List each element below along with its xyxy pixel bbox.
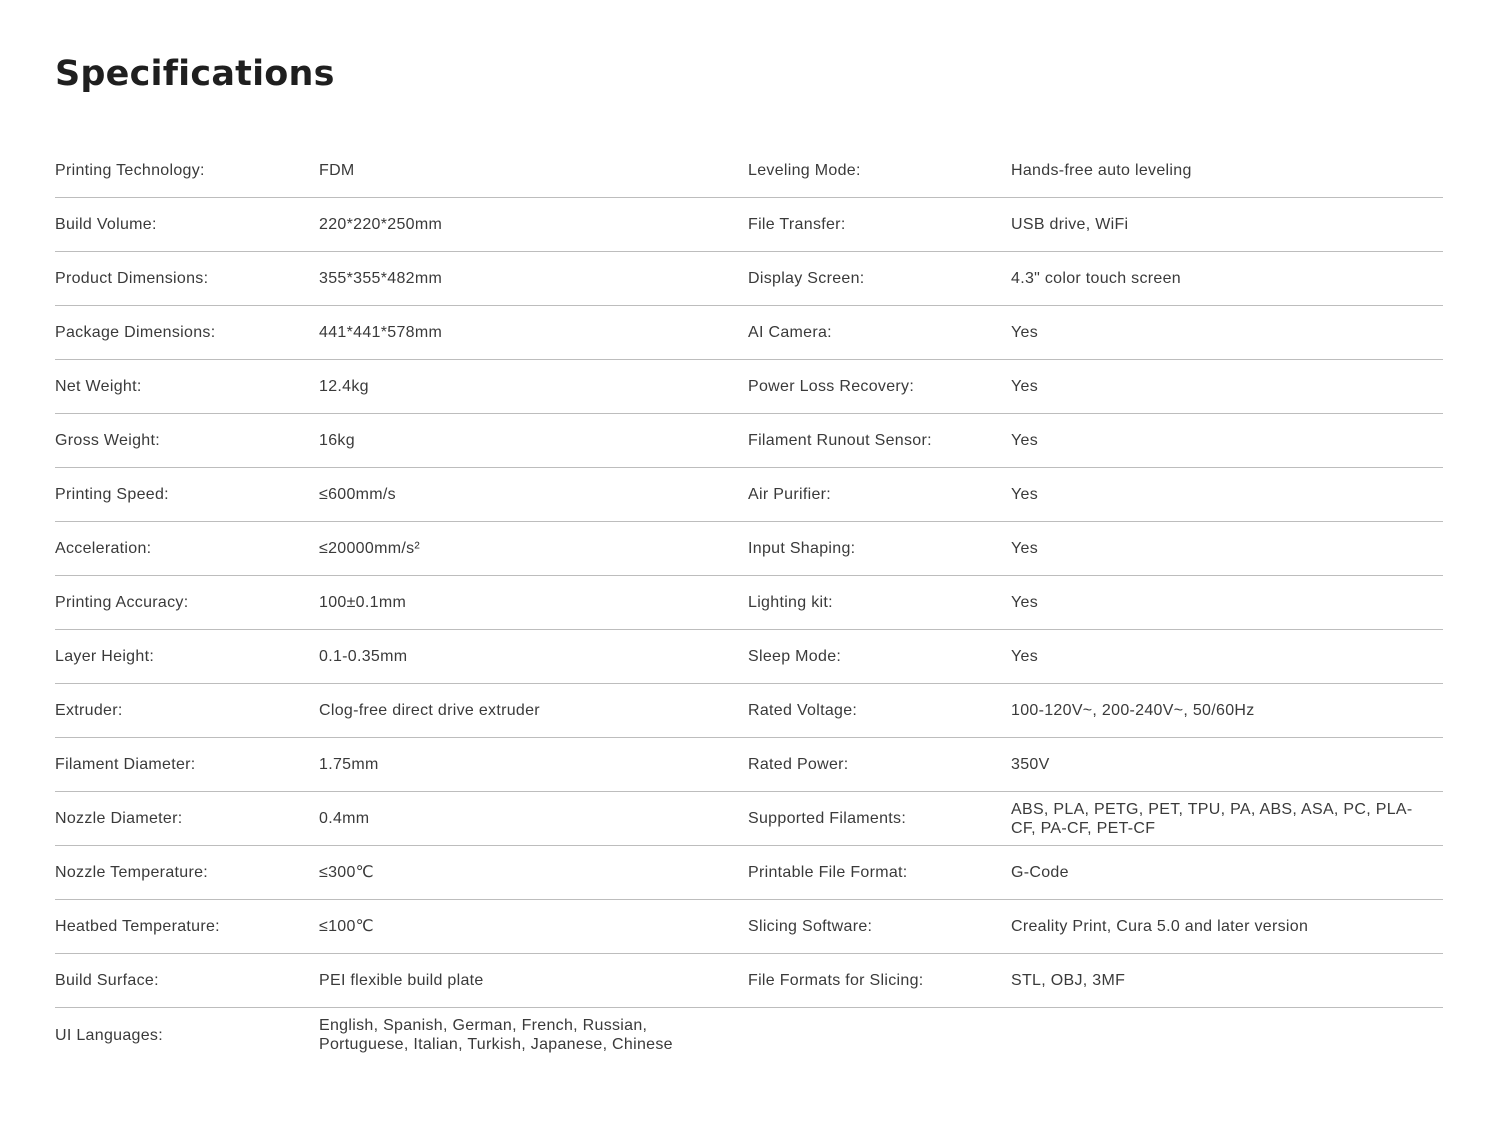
spec-row bbox=[55, 360, 1443, 414]
spec-label: Printing Technology: bbox=[55, 162, 205, 179]
spec-value: Yes bbox=[1011, 648, 1039, 665]
spec-value: 12.4kg bbox=[319, 378, 369, 395]
spec-value: ≤600mm/s bbox=[319, 486, 396, 503]
spec-row bbox=[55, 630, 1443, 684]
spec-label: Sleep Mode: bbox=[748, 648, 842, 665]
spec-value: G-Code bbox=[1011, 864, 1069, 881]
spec-value: 441*441*578mm bbox=[319, 324, 443, 341]
spec-label: Lighting kit: bbox=[748, 594, 833, 611]
spec-row bbox=[55, 198, 1443, 252]
spec-value: ≤300℃ bbox=[319, 864, 374, 881]
spec-label: Nozzle Temperature: bbox=[55, 864, 209, 881]
spec-value: Yes bbox=[1011, 324, 1039, 341]
spec-row bbox=[55, 846, 1443, 900]
spec-label: Acceleration: bbox=[55, 540, 152, 557]
spec-value: Creality Print, Cura 5.0 and later version bbox=[1011, 918, 1309, 935]
spec-label: Filament Diameter: bbox=[55, 756, 196, 773]
spec-value: 355*355*482mm bbox=[319, 270, 443, 287]
spec-value: PEI flexible build plate bbox=[319, 972, 484, 989]
spec-value: Yes bbox=[1011, 486, 1039, 503]
spec-label: Air Purifier: bbox=[748, 486, 832, 503]
spec-label: Build Surface: bbox=[55, 972, 159, 989]
spec-row bbox=[55, 468, 1443, 522]
spec-value: Yes bbox=[1011, 540, 1039, 557]
spec-label: Gross Weight: bbox=[55, 432, 160, 449]
spec-value: ≤20000mm/s² bbox=[319, 540, 421, 557]
spec-value: 1.75mm bbox=[319, 756, 379, 773]
spec-label: Printing Accuracy: bbox=[55, 594, 189, 611]
spec-label: Power Loss Recovery: bbox=[748, 378, 915, 395]
spec-row bbox=[55, 900, 1443, 954]
spec-value: 350V bbox=[1011, 756, 1050, 773]
spec-row bbox=[55, 738, 1443, 792]
spec-label: AI Camera: bbox=[748, 324, 832, 341]
spec-label: Display Screen: bbox=[748, 270, 865, 287]
spec-value: 220*220*250mm bbox=[319, 216, 443, 233]
spec-value: USB drive, WiFi bbox=[1011, 216, 1129, 233]
spec-label: Extruder: bbox=[55, 702, 123, 719]
spec-value: FDM bbox=[319, 162, 355, 179]
spec-value: English, Spanish, German, French, Russian, Portuguese, Italian, Turkish, Japanese, Chinese bbox=[319, 1017, 673, 1053]
spec-value: Yes bbox=[1011, 432, 1039, 449]
spec-row bbox=[55, 144, 1443, 198]
spec-label: Net Weight: bbox=[55, 378, 142, 395]
spec-value: Clog-free direct drive extruder bbox=[319, 702, 540, 719]
spec-label: Heatbed Temperature: bbox=[55, 918, 220, 935]
page-title: Specifications bbox=[55, 54, 335, 94]
spec-label: Slicing Software: bbox=[748, 918, 873, 935]
spec-label: Product Dimensions: bbox=[55, 270, 209, 287]
spec-label: Build Volume: bbox=[55, 216, 157, 233]
spec-row bbox=[55, 1008, 1443, 1062]
spec-label: Layer Height: bbox=[55, 648, 155, 665]
spec-label: Nozzle Diameter: bbox=[55, 810, 183, 827]
spec-row bbox=[55, 684, 1443, 738]
spec-table bbox=[55, 144, 1443, 1062]
spec-value: ≤100℃ bbox=[319, 918, 374, 935]
spec-label: Rated Power: bbox=[748, 756, 849, 773]
spec-row bbox=[55, 792, 1443, 846]
spec-label: UI Languages: bbox=[55, 1026, 163, 1044]
spec-value: 100-120V~, 200-240V~, 50/60Hz bbox=[1011, 702, 1255, 719]
spec-label: Filament Runout Sensor: bbox=[748, 432, 932, 449]
spec-label: Printing Speed: bbox=[55, 486, 169, 503]
spec-value: 4.3" color touch screen bbox=[1011, 270, 1182, 287]
spec-value: 0.4mm bbox=[319, 810, 370, 827]
spec-label: Printable File Format: bbox=[748, 864, 908, 881]
spec-label: Supported Filaments: bbox=[748, 810, 907, 827]
spec-row bbox=[55, 954, 1443, 1008]
spec-value: 0.1-0.35mm bbox=[319, 648, 408, 665]
spec-value: 16kg bbox=[319, 432, 355, 449]
spec-row bbox=[55, 414, 1443, 468]
spec-row bbox=[55, 576, 1443, 630]
spec-label: Leveling Mode: bbox=[748, 162, 861, 179]
spec-label: Input Shaping: bbox=[748, 540, 856, 557]
spec-value: 100±0.1mm bbox=[319, 594, 407, 611]
spec-value: Yes bbox=[1011, 594, 1039, 611]
spec-value: ABS, PLA, PETG, PET, TPU, PA, ABS, ASA, PC, PLA-CF, PA-CF, PET-CF bbox=[1011, 800, 1413, 837]
spec-value: Hands-free auto leveling bbox=[1011, 162, 1192, 179]
spec-row bbox=[55, 522, 1443, 576]
spec-value: Yes bbox=[1011, 378, 1039, 395]
spec-label: File Formats for Slicing: bbox=[748, 972, 924, 989]
spec-label: Rated Voltage: bbox=[748, 702, 858, 719]
spec-value: STL, OBJ, 3MF bbox=[1011, 972, 1126, 989]
spec-label: File Transfer: bbox=[748, 216, 846, 233]
spec-label: Package Dimensions: bbox=[55, 324, 216, 341]
spec-row bbox=[55, 252, 1443, 306]
spec-row bbox=[55, 306, 1443, 360]
